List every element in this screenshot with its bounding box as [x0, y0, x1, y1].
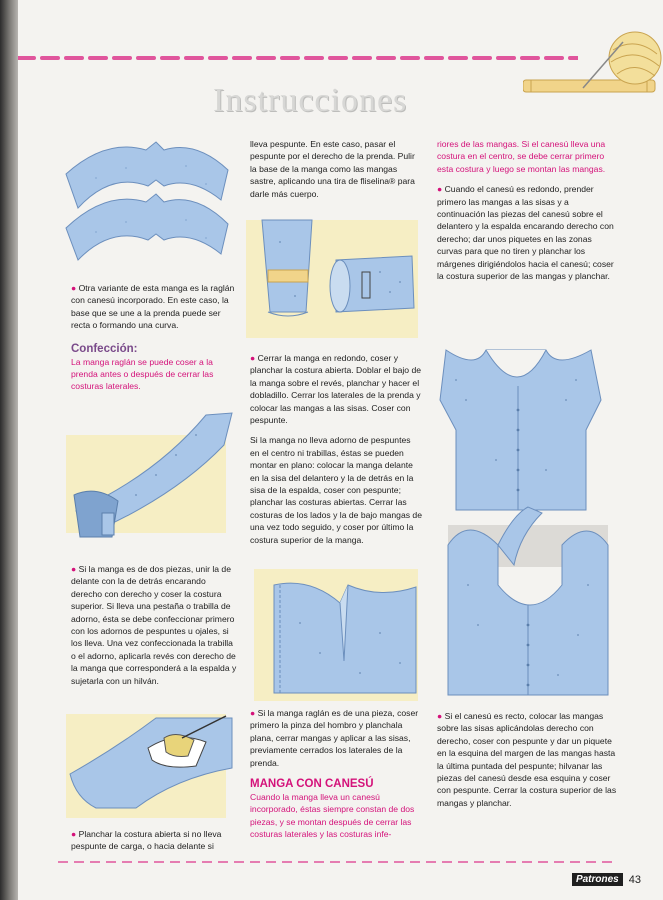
- figure-straight-yoke: [438, 505, 613, 705]
- bullet-icon: ●: [437, 711, 445, 721]
- column-3-bottom: [437, 710, 617, 817]
- column-2-bottom: [250, 707, 422, 849]
- column-3: [437, 138, 617, 290]
- figure-sleeve-hem: [240, 212, 422, 342]
- bullet-icon: ●: [250, 708, 258, 718]
- page-title: Instrucciones: [213, 82, 408, 119]
- page-footer: [572, 873, 641, 886]
- col3-paragraph-1: riores de las mangas. Si el canesú lleva una costura en el centro, se debe cerrar primero esta costura y luego se montan las mangas.: [437, 139, 606, 174]
- column-2: [250, 138, 422, 208]
- col2-paragraph-4: Si la manga raglán es de una pieza, coser primero la pinza del hombro y planchala plana, cerrar mangas y aplicar a las sisas, previamente cerrados los laterales de la prenda.: [250, 708, 419, 768]
- confeccion-heading: Confección:: [71, 342, 138, 355]
- column-2-middle: [250, 352, 422, 554]
- col1-paragraph-1: Otra variante de esta manga es la raglán con canesú incorporado. En este caso, la base que se une a la prenda puede ser recta o formando una curva.: [71, 283, 235, 331]
- yarn-ball-icon: [523, 28, 663, 108]
- col3-paragraph-2: Cuando el canesú es redondo, prender primero las mangas a las sisas y a continuación las piezas del canesú sobre el delantero y la espalda encarando derecho con derecho; dar unos piquetes en las zonas curvas para que no tiren y planchar los márgenes dirigiéndolos hacia el canesú; coser la costura superior de las mangas y planchar.: [437, 184, 614, 282]
- stitch-decoration-bottom: [58, 858, 618, 866]
- manga-canesu-text: Cuando la manga lleva un canesú incorporado, éstas siempre constan de dos piezas, y se montan después de cerrar las costuras laterales y las costuras infe-: [250, 792, 415, 840]
- page-number: 43: [628, 873, 641, 886]
- column-1-lower: [71, 563, 239, 695]
- manga-canesu-heading: MANGA CON CANESÚ: [250, 778, 374, 791]
- magazine-page: [18, 0, 663, 900]
- bullet-icon: ●: [71, 283, 79, 293]
- magazine-brand: Patrones: [572, 873, 623, 886]
- stitch-decoration-top: [18, 52, 578, 64]
- column-1-bottom: [71, 828, 239, 861]
- bullet-icon: ●: [71, 564, 79, 574]
- col3-paragraph-3: Si el canesú es recto, colocar las mangas sobre las sisas aplicándolas derecho con derecho, coser con pespunte y dar un piquete en la esquina del margen de las mangas hasta la última puntada del pespunte; hilvanar las piezas del canesú desde esa esquina y coser con pespunte. Cerrar la costura superior de las mangas y planchar.: [437, 711, 617, 808]
- bullet-icon: ●: [437, 184, 445, 195]
- figure-sleeve-trabilla: [56, 405, 234, 545]
- col1-paragraph-2: Si la manga es de dos piezas, unir la de delante con la de detrás encarando derecho con derecho y coser la costura superior. Si lleva una pestaña o trabilla de adorno, ésta se debe confeccionar primero con los adornos de pespuntes u ojales, si los lleva. Una vez confeccionada la trabilla o el adorno, aplicarla revés con derecho de la manga que corresponderá a la espalda y sujetarla con un hilván.: [71, 564, 237, 686]
- bullet-icon: ●: [250, 353, 258, 363]
- column-1: [71, 282, 239, 401]
- bullet-icon: ●: [71, 829, 79, 839]
- figure-ironing-seam: [56, 708, 234, 820]
- figure-round-yoke: [426, 340, 611, 520]
- confeccion-text: La manga raglán se puede coser a la prenda antes o después de cerrar las costuras laterales.: [71, 356, 214, 392]
- col2-paragraph-2: Cerrar la manga en redondo, coser y planchar la costura abierta. Doblar el bajo de la manga sobre el revés, planchar y hacer el dobladillo. Cerrar los laterales de la prenda y colocar las mangas a las sisas. Coser con pespunte.: [250, 353, 422, 426]
- col2-paragraph-3: Si la manga no lleva adorno de pespuntes en el centro ni trabillas, éstas se pueden montar en plano: colocar la manga delante en la sisa del delantero y la de detrás en la sisa de la espalda, coser con pespunte; planchar las costuras abiertas. Cerrar las costuras de los lados y la de bajo mangas de una vez todo seguido, y coser por último la costura superior de la manga.: [250, 435, 422, 545]
- figure-raglan-pattern: [56, 128, 236, 263]
- col1-paragraph-3: Planchar la costura abierta si no lleva pespunte de carga, o hacia delante si: [71, 829, 222, 852]
- figure-raglan-one-piece: [240, 563, 422, 703]
- col2-paragraph-1: lleva pespunte. En este caso, pasar el pespunte por el derecho de la prenda. Pulir la base de la manga como las mangas sastre, aplicando una tira de fliselina® para darle más cuerpo.: [250, 139, 415, 199]
